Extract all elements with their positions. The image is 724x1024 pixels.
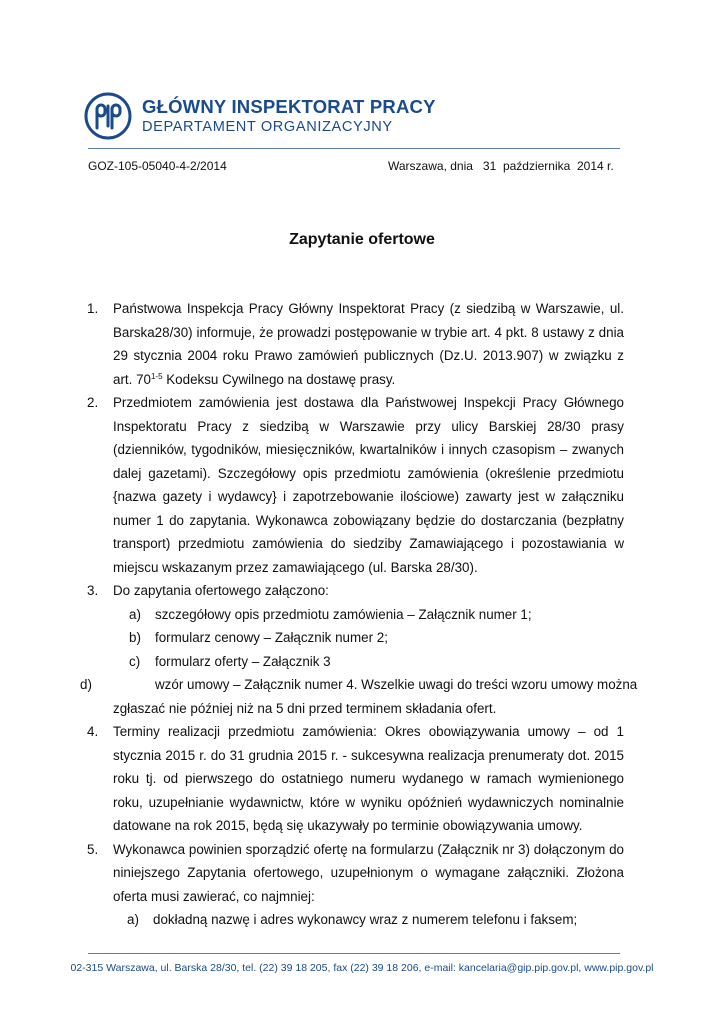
item-text: Przedmiotem zamówienia jest dostawa dla Państwowej Inspekcji Pracy Głównego Inspektoratu Pracy z siedzibą w Warszawie przy ulicy Barskiej 28/30 prasy (dzienników, tygodników, miesięczników, kwartalników i innych czasopism – zwanych dalej gazetami). Szczegółowy opis przedmiotu zamówienia (określenie przedmiotu {nazwa gazety i wydawcy} i zapotrzebowanie ilościowe) zawarty jest w załączniku numer 1 do zapytania. Wykonawca zobowiązany będzie do dostarczania (bezpłatny transport) przedmiotu zamówienia do siedziby Zamawiającego i pozostawiania w miejscu wskazanym przez zamawiającego (ul. Barska 28/30). <box>113 395 624 575</box>
sub-item-letter: c) <box>129 653 141 669</box>
item-number: 3. <box>87 583 99 598</box>
sub-item-continuation: zgłaszać nie później niż na 5 dni przed terminem składania ofert. <box>113 700 497 716</box>
item-number: 5. <box>87 841 99 857</box>
pip-logo-icon <box>84 92 132 140</box>
list-item <box>0 297 624 391</box>
reference-number: GOZ-105-05040-4-2/2014 <box>88 159 227 173</box>
header-divider <box>88 148 620 149</box>
sub-item-text: formularz cenowy – Załącznik numer 2; <box>155 630 388 645</box>
item-text: Do zapytania ofertowego załączono: <box>113 583 329 598</box>
item-number: 2. <box>87 395 99 410</box>
item-number: 4. <box>87 724 99 739</box>
sub-item-letter: a) <box>129 606 141 622</box>
sub-item-letter: d) <box>80 677 92 692</box>
sub-item-text: dokładną nazwę i adres wykonawcy wraz z numerem telefonu i faksem; <box>153 912 578 927</box>
list-item <box>0 838 624 909</box>
item-text: Państwowa Inspekcja Pracy Główny Inspektorat Pracy (z siedzibą w Warszawie, ul. Barska28/30) informuje, że prowadzi postępowanie w trybie art. 4 pkt. 8 ustawy z dnia 29 stycznia 2004 roku Prawo zamówień publicznych (Dz.U. 2013.907) w związku z art. 70 <box>113 301 624 387</box>
sub-item-text: wzór umowy – Załącznik numer 4. Wszelkie uwagi do treści wzoru umowy można <box>155 677 638 692</box>
sub-item-text: szczegółowy opis przedmiotu zamówienia – Załącznik numer 1; <box>155 606 532 622</box>
dept-name: DEPARTAMENT ORGANIZACYJNY <box>142 119 393 135</box>
sub-item-letter: a) <box>127 912 139 927</box>
list-item <box>0 720 624 838</box>
superscript: 1-5 <box>150 371 163 381</box>
item-text-end: Kodeksu Cywilnego na dostawę prasy. <box>162 371 396 387</box>
sub-list-item <box>0 650 609 674</box>
page-title: Zapytanie ofertowe <box>289 231 435 248</box>
footer-address: 02-315 Warszawa, ul. Barska 28/30, tel. (22) 39 18 205, fax (22) 39 18 206, e-mail: kancelaria@gip.pip.gov.pl, www.pip.gov.pl <box>70 962 654 974</box>
item-number: 1. <box>87 301 99 316</box>
footer-divider <box>88 953 620 954</box>
item-text: Wykonawca powinien sporządzić ofertę na formularzu (Załącznik nr 3) dołączonym do niniejszego Zapytania ofertowego, uzupełnionym o wymagane załączniki. Złożona oferta musi zawierać, co najmniej: <box>113 841 624 904</box>
list-item <box>0 391 624 579</box>
item-text: Terminy realizacji przedmiotu zamówienia: Okres obowiązywania umowy – od 1 stycznia 2015 r. do 31 grudnia 2015 r. - sukcesywna realizacja prenumeraty dot. 2015 roku tj. od pierwszego do ostatniego numeru wydanego w ramach wymienionego roku, uzupełnianie wydawnictw, które w wyniku opóźnień wydawniczych nominalnie datowane na rok 2015, będą się ukazywały po terminie obowiązywania umowy. <box>113 724 624 833</box>
document-date: Warszawa, dnia 31 października 2014 r. <box>388 159 614 173</box>
sub-item-letter: b) <box>129 630 141 645</box>
sub-list-item <box>0 908 611 932</box>
sub-list-item <box>0 673 639 720</box>
document-body <box>0 297 724 932</box>
sub-list-item <box>0 603 609 627</box>
sub-list-item <box>0 626 609 650</box>
org-name: GŁÓWNY INSPEKTORAT PRACY <box>142 96 436 117</box>
sub-item-text: formularz oferty – Załącznik 3 <box>155 653 331 669</box>
list-item <box>0 579 624 603</box>
